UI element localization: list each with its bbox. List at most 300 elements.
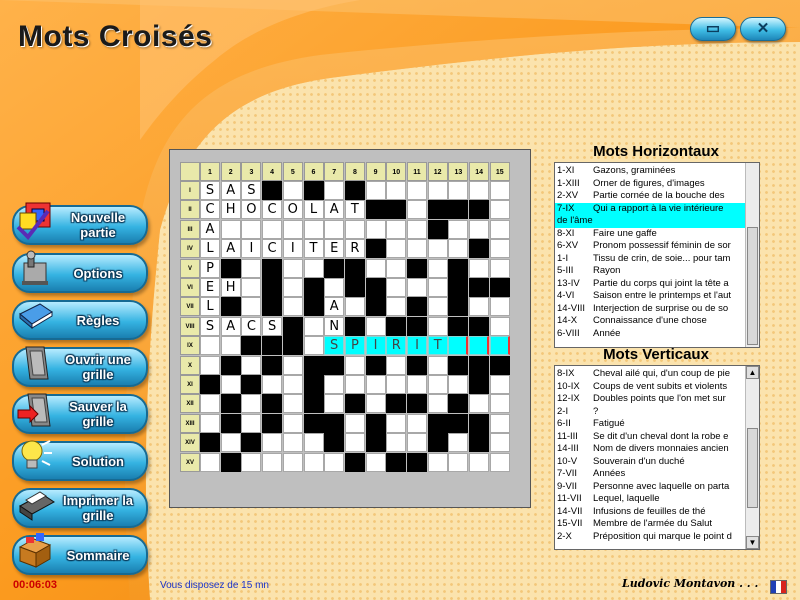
black-cell (386, 200, 406, 219)
black-cell (366, 200, 386, 219)
grid-cell[interactable]: O (241, 200, 261, 219)
grid-cell[interactable] (366, 317, 386, 336)
grid-cell[interactable]: A (324, 297, 344, 316)
grid-cell[interactable] (221, 336, 241, 355)
black-cell (448, 356, 468, 375)
grid-cell[interactable] (200, 356, 220, 375)
black-cell (448, 317, 468, 336)
clue-text: Personne avec laquelle on parta (593, 480, 730, 492)
grid-cell[interactable]: L (304, 200, 324, 219)
rules-label: Règles (76, 312, 120, 328)
grid-cell[interactable] (469, 220, 489, 239)
clue-number: 7-IX (557, 202, 575, 214)
new-game-label: Nouvelle partie (70, 210, 126, 240)
grid-cell[interactable] (304, 259, 324, 278)
clue-text: ? (593, 405, 599, 417)
grid-cell[interactable] (428, 317, 448, 336)
clue-item[interactable] (555, 190, 745, 203)
grid-cell[interactable] (428, 259, 448, 278)
grid-corner (180, 162, 200, 181)
clue-item[interactable] (555, 253, 745, 266)
black-cell (469, 317, 489, 336)
grid-cell[interactable] (407, 200, 427, 219)
grid-cell[interactable] (469, 453, 489, 472)
grid-cell[interactable] (386, 433, 406, 452)
clue-text: Orner de figures, d'images (593, 177, 705, 189)
grid-cell[interactable] (428, 297, 448, 316)
clue-text: Partie cornée de la bouche des (593, 190, 725, 201)
grid-cell[interactable] (386, 278, 406, 297)
black-cell (221, 356, 241, 375)
clue-item[interactable] (555, 418, 745, 431)
grid-cell[interactable] (324, 375, 344, 394)
grid-cell[interactable] (283, 375, 303, 394)
grid-cell[interactable] (283, 414, 303, 433)
grid-cell[interactable]: S (241, 181, 261, 200)
row-header: VIII (180, 317, 200, 336)
row-header: II (180, 200, 200, 219)
save-grid-button[interactable] (12, 394, 148, 434)
grid-cell[interactable]: S (200, 181, 220, 200)
grid-cell[interactable] (490, 297, 510, 316)
grid-cell[interactable] (469, 259, 489, 278)
grid-cell[interactable]: O (283, 200, 303, 219)
grid-cell[interactable] (345, 433, 365, 452)
grid-cell[interactable] (345, 375, 365, 394)
black-cell (448, 297, 468, 316)
grid-cell[interactable]: C (262, 239, 282, 258)
black-cell (221, 394, 241, 413)
solution-button[interactable] (12, 441, 148, 481)
grid-cell[interactable] (428, 181, 448, 200)
save-file-icon (12, 386, 58, 432)
column-header: 12 (428, 162, 448, 181)
grid-cell[interactable] (324, 453, 344, 472)
grid-cell[interactable] (366, 375, 386, 394)
horizontal-clues-list[interactable] (554, 162, 760, 348)
grid-cell[interactable]: S (262, 317, 282, 336)
black-cell (241, 375, 261, 394)
grid-cell[interactable]: A (324, 200, 344, 219)
black-cell (221, 297, 241, 316)
lightbulb-icon (12, 433, 58, 479)
grid-cell[interactable] (490, 414, 510, 433)
black-cell (366, 239, 386, 258)
clue-item[interactable] (555, 406, 745, 419)
clue-item[interactable] (555, 443, 745, 456)
grid-cell[interactable] (407, 278, 427, 297)
black-cell (200, 433, 220, 452)
column-header: 8 (345, 162, 365, 181)
printer-icon (12, 480, 58, 526)
grid-cell[interactable] (200, 394, 220, 413)
grid-cell[interactable] (345, 356, 365, 375)
grid-cell[interactable]: C (262, 200, 282, 219)
black-cell (304, 181, 324, 200)
vertical-title: Mots Verticaux (603, 346, 709, 363)
grid-cell[interactable] (283, 278, 303, 297)
vertical-scrollbar[interactable] (745, 366, 759, 549)
grid-cell[interactable] (407, 414, 427, 433)
clue-text: Nom de divers monnaies ancien (593, 443, 729, 454)
black-cell (262, 336, 282, 355)
clue-text: Pronom possessif féminin de sor (593, 240, 731, 251)
clue-text: Gazons, graminées (593, 165, 676, 176)
clue-line (555, 203, 745, 216)
grid-cell[interactable] (324, 394, 344, 413)
clue-text: Se dit d'un cheval dont la robe e (593, 430, 729, 442)
grid-cell[interactable]: L (200, 239, 220, 258)
grid-cell[interactable] (200, 414, 220, 433)
row-header: VII (180, 297, 200, 316)
clue-item[interactable] (555, 278, 745, 291)
grid-cell[interactable] (490, 317, 510, 336)
grid-cell[interactable]: T (345, 200, 365, 219)
grid-cell[interactable] (407, 220, 427, 239)
clue-number: 6-VIII (557, 327, 580, 339)
grid-cell[interactable]: E (324, 239, 344, 258)
grid-cell[interactable] (366, 453, 386, 472)
grid-cell[interactable] (324, 220, 344, 239)
black-cell (262, 297, 282, 316)
row-header: XV (180, 453, 200, 472)
open-grid-button[interactable] (12, 347, 148, 387)
clue-number: 6-XV (557, 240, 579, 251)
black-cell (469, 278, 489, 297)
grid-cell[interactable]: E (200, 278, 220, 297)
black-cell (324, 356, 344, 375)
grid-cell[interactable] (304, 336, 324, 355)
clue-item[interactable] (555, 265, 745, 278)
black-cell (304, 297, 324, 316)
row-header: XIV (180, 433, 200, 452)
grid-cell[interactable] (490, 375, 510, 394)
clue-number: 8-XI (557, 227, 575, 239)
grid-cell[interactable]: P (200, 259, 220, 278)
grid-cell[interactable] (221, 433, 241, 452)
grid-cell[interactable] (283, 453, 303, 472)
black-cell (490, 278, 510, 297)
black-cell (469, 414, 489, 433)
grid-cell[interactable]: H (221, 278, 241, 297)
clue-number: 9-VII (557, 480, 578, 492)
grid-cell[interactable] (428, 453, 448, 472)
clue-item[interactable] (555, 178, 745, 191)
grid-cell[interactable]: S (200, 317, 220, 336)
grid-cell[interactable] (386, 356, 406, 375)
clue-number: 4-VI (557, 290, 575, 301)
column-header: 2 (221, 162, 241, 181)
clue-item[interactable] (555, 468, 745, 481)
black-cell (428, 414, 448, 433)
grid-cell[interactable]: I (241, 239, 261, 258)
grid-cell[interactable] (407, 239, 427, 258)
black-cell (283, 336, 303, 355)
grid-cell[interactable] (386, 375, 406, 394)
grid-cell[interactable] (366, 259, 386, 278)
grid-cell[interactable] (283, 394, 303, 413)
grid-cell[interactable] (345, 414, 365, 433)
grid-cell[interactable]: T (304, 239, 324, 258)
grid-cell[interactable] (490, 220, 510, 239)
clue-item[interactable] (555, 328, 745, 341)
grid-cell[interactable] (366, 220, 386, 239)
grid-cell[interactable] (490, 200, 510, 219)
clue-item[interactable] (555, 165, 745, 178)
grid-cell[interactable] (241, 297, 261, 316)
grid-cell[interactable]: C (200, 200, 220, 219)
black-cell (262, 278, 282, 297)
grid-cell[interactable] (490, 336, 510, 355)
black-cell (262, 414, 282, 433)
grid-cell[interactable] (200, 336, 220, 355)
new-game-button[interactable] (12, 205, 148, 245)
grid-cell[interactable]: A (221, 317, 241, 336)
grid-cell[interactable] (304, 453, 324, 472)
grid-cell[interactable] (241, 414, 261, 433)
grid-cell[interactable] (304, 317, 324, 336)
column-header: 9 (366, 162, 386, 181)
grid-cell[interactable] (241, 394, 261, 413)
grid-cell[interactable] (386, 239, 406, 258)
grid-cell[interactable] (283, 433, 303, 452)
clue-item[interactable] (555, 290, 745, 303)
grid-cell[interactable] (283, 297, 303, 316)
grid-cell[interactable] (469, 394, 489, 413)
black-cell (386, 453, 406, 472)
grid-cell[interactable] (448, 181, 468, 200)
clue-item[interactable] (555, 506, 745, 519)
clue-text: Lequel, laquelle (593, 493, 660, 504)
solution-label: Solution (72, 453, 124, 469)
grid-cell[interactable] (241, 356, 261, 375)
clue-item[interactable] (555, 303, 745, 316)
app-title: Mots Croisés (18, 20, 213, 53)
horizontal-scrollbar[interactable] (745, 163, 759, 347)
grid-cell[interactable]: R (345, 239, 365, 258)
grid-cell[interactable] (469, 181, 489, 200)
clue-item[interactable] (555, 228, 745, 241)
grid-cell[interactable]: A (221, 181, 241, 200)
grid-cell[interactable] (490, 433, 510, 452)
clue-number: 11-III (557, 430, 578, 442)
vertical-scroll-thumb[interactable] (747, 428, 758, 508)
clue-item[interactable] (555, 368, 745, 381)
clue-item[interactable] (555, 203, 745, 228)
grid-cell[interactable]: A (221, 239, 241, 258)
clue-item[interactable] (555, 240, 745, 253)
black-cell (407, 317, 427, 336)
grid-cell[interactable]: I (407, 336, 427, 355)
grid-cell[interactable] (428, 356, 448, 375)
rules-button[interactable] (12, 300, 148, 340)
vertical-clues-list[interactable] (554, 365, 760, 550)
grid-cell[interactable]: I (366, 336, 386, 355)
grid-cell[interactable] (262, 433, 282, 452)
grid-cell[interactable] (428, 278, 448, 297)
minimize-button[interactable] (690, 17, 736, 41)
grid-cell[interactable] (345, 220, 365, 239)
grid-cell[interactable] (386, 414, 406, 433)
black-cell (469, 200, 489, 219)
grid-cell[interactable] (262, 220, 282, 239)
column-header: 7 (324, 162, 344, 181)
clue-text: Fatigué (593, 418, 625, 429)
grid-cell[interactable] (221, 375, 241, 394)
grid-cell[interactable] (448, 239, 468, 258)
black-cell (283, 317, 303, 336)
grid-cell[interactable]: L (200, 297, 220, 316)
grid-cell[interactable]: T (428, 336, 448, 355)
grid-cell[interactable] (448, 453, 468, 472)
grid-cell[interactable] (490, 394, 510, 413)
clue-number: 10-IX (557, 380, 580, 392)
vertical-clues-items (555, 368, 745, 543)
grid-cell[interactable] (241, 220, 261, 239)
grid-cell[interactable] (386, 181, 406, 200)
clue-item[interactable] (555, 456, 745, 469)
grid-cell[interactable]: R (386, 336, 406, 355)
grid-cell[interactable] (469, 336, 489, 355)
clue-text: Infusions de feuilles de thé (593, 505, 706, 517)
grid-cell[interactable] (241, 259, 261, 278)
clue-item[interactable] (555, 531, 745, 544)
black-cell (407, 259, 427, 278)
column-header: 4 (262, 162, 282, 181)
grid-cell[interactable] (407, 181, 427, 200)
column-header: 15 (490, 162, 510, 181)
clue-item[interactable] (555, 518, 745, 531)
summary-button[interactable] (12, 535, 148, 575)
row-header: V (180, 259, 200, 278)
grid-cell[interactable] (428, 239, 448, 258)
grid-cell[interactable] (366, 394, 386, 413)
row-header: VI (180, 278, 200, 297)
black-cell (407, 297, 427, 316)
grid-cell[interactable] (241, 453, 261, 472)
black-cell (428, 433, 448, 452)
clue-number: 2-X (557, 530, 572, 542)
grid-cell[interactable] (345, 297, 365, 316)
black-cell (304, 278, 324, 297)
grid-cell[interactable] (241, 278, 261, 297)
grid-cell[interactable] (490, 259, 510, 278)
scroll-up-button[interactable]: ▲ (746, 366, 759, 379)
grid-cell[interactable] (386, 297, 406, 316)
grid-cell[interactable]: A (200, 220, 220, 239)
clue-number: 11-VII (557, 493, 582, 504)
grid-cell[interactable] (448, 433, 468, 452)
grid-cell[interactable] (283, 181, 303, 200)
grid-cell[interactable] (221, 220, 241, 239)
close-button[interactable] (740, 17, 786, 41)
black-cell (304, 414, 324, 433)
grid-cell[interactable]: I (283, 239, 303, 258)
grid-cell[interactable] (283, 356, 303, 375)
grid-cell[interactable]: N (324, 317, 344, 336)
clue-item[interactable] (555, 381, 745, 394)
grid-cell[interactable]: P (345, 336, 365, 355)
grid-cell[interactable] (448, 336, 468, 355)
black-cell (366, 356, 386, 375)
black-cell (262, 181, 282, 200)
clue-item[interactable] (555, 493, 745, 506)
grid-cell[interactable] (304, 220, 324, 239)
black-cell (366, 433, 386, 452)
grid-cell[interactable] (490, 453, 510, 472)
clue-item[interactable] (555, 431, 745, 444)
grid-cell[interactable] (262, 453, 282, 472)
grid-cell[interactable] (262, 375, 282, 394)
grid-cell[interactable] (448, 220, 468, 239)
black-cell (469, 433, 489, 452)
black-cell (345, 278, 365, 297)
black-cell (386, 317, 406, 336)
grid-cell[interactable] (428, 394, 448, 413)
scroll-down-button[interactable]: ▼ (746, 536, 759, 549)
column-header: 13 (448, 162, 468, 181)
open-file-icon (12, 339, 58, 385)
grid-cell[interactable] (386, 220, 406, 239)
grid-cell[interactable] (386, 259, 406, 278)
clue-item[interactable] (555, 393, 745, 406)
black-cell (241, 336, 261, 355)
clue-number: 12-IX (557, 393, 580, 404)
summary-box-icon (12, 527, 58, 573)
grid-cell[interactable] (283, 220, 303, 239)
french-flag-icon[interactable] (770, 580, 787, 594)
clue-item[interactable] (555, 315, 745, 328)
grid-cell[interactable] (324, 181, 344, 200)
black-cell (448, 259, 468, 278)
new-game-icon (12, 197, 58, 243)
author-signature: Ludovic Montavon . . . (622, 577, 759, 590)
grid-cell[interactable] (490, 181, 510, 200)
horizontal-scroll-thumb[interactable] (747, 227, 758, 345)
black-cell (428, 200, 448, 219)
clue-number: 14-VII (557, 505, 583, 517)
clue-item[interactable] (555, 481, 745, 494)
clue-number: 1-XI (557, 165, 575, 176)
print-grid-label: Imprimer la grille (62, 493, 134, 523)
clue-text: Partie du corps qui joint la tête a (593, 277, 729, 289)
clue-number: 2-XV (557, 190, 579, 201)
clue-text: Saison entre le printemps et l'aut (593, 290, 732, 301)
print-grid-button[interactable] (12, 488, 148, 528)
grid-cell[interactable] (304, 433, 324, 452)
grid-cell[interactable] (428, 375, 448, 394)
grid-cell[interactable] (283, 259, 303, 278)
black-cell (366, 297, 386, 316)
grid-cell[interactable] (469, 297, 489, 316)
column-header: 1 (200, 162, 220, 181)
grid-cell[interactable] (324, 278, 344, 297)
grid-cell[interactable] (490, 239, 510, 258)
grid-cell[interactable] (366, 181, 386, 200)
flag-red-stripe (781, 581, 786, 593)
black-cell (345, 453, 365, 472)
grid-cell[interactable] (407, 375, 427, 394)
grid-cell[interactable]: H (221, 200, 241, 219)
grid-cell[interactable] (448, 375, 468, 394)
options-button[interactable] (12, 253, 148, 293)
grid-cell[interactable] (200, 453, 220, 472)
black-cell (407, 394, 427, 413)
grid-cell[interactable] (407, 433, 427, 452)
grid-cell[interactable]: S (324, 336, 344, 355)
grid-cell[interactable]: C (241, 317, 261, 336)
clue-number: 10-V (557, 455, 578, 467)
